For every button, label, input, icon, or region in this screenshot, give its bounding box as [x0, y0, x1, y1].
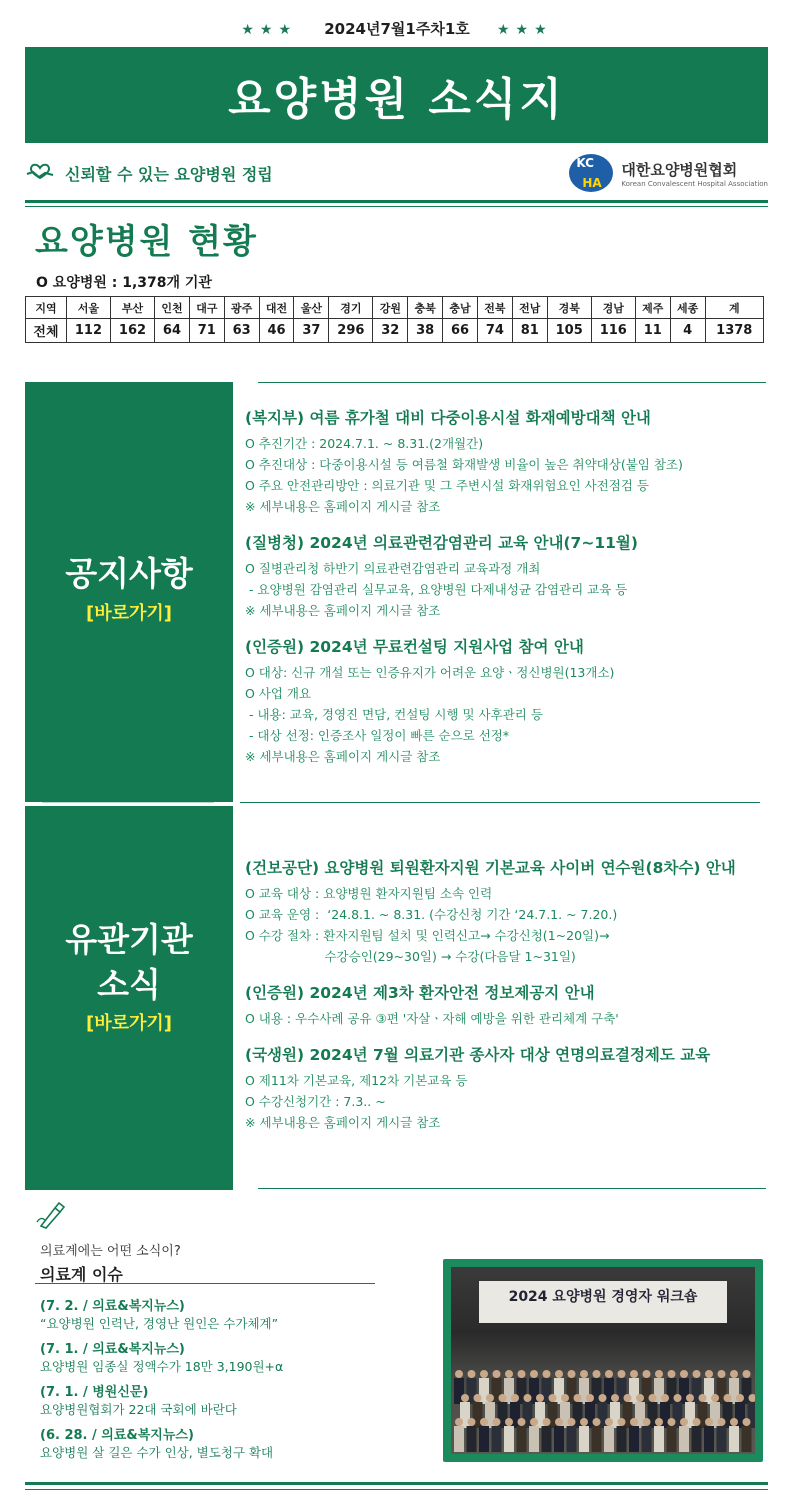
issue-number: 2024년7월1주차1호 — [324, 20, 470, 38]
slogan-text: 신뢰할 수 있는 요양병원 정립 — [65, 164, 273, 184]
news-detail-line: O 질병관리청 하반기 의료관련감염관리 교육과정 개최 — [245, 561, 541, 576]
person-body — [492, 1426, 502, 1452]
person-head — [530, 1370, 538, 1378]
agency-link[interactable]: [바로가기] — [85, 1013, 172, 1035]
person-head — [705, 1418, 713, 1426]
news-detail-line: O 수강신청기간 : 7.3.. ~ — [245, 1094, 386, 1109]
issue-list — [40, 1298, 420, 1470]
table-header-cell: 제주 — [635, 297, 670, 319]
news-detail-line: - 요양병원 감염관리 실무교육, 요양병원 다제내성균 감염관리 교육 등 — [245, 582, 628, 597]
person-head — [530, 1418, 538, 1426]
table-cell: 112 — [66, 319, 110, 343]
association-name: 대한요양병원협회 — [621, 160, 738, 179]
stars-left: ★★★ — [241, 22, 297, 38]
section-divider-right — [240, 802, 760, 803]
person-body — [717, 1426, 727, 1452]
issue-source: (6. 28. / 의료&복지뉴스) — [40, 1428, 194, 1443]
table-header-cell: 부산 — [110, 297, 154, 319]
news-item — [245, 531, 775, 621]
person-head — [630, 1418, 638, 1426]
person-head — [743, 1370, 751, 1378]
title-banner — [25, 47, 768, 143]
person-head — [468, 1370, 476, 1378]
footer-rule — [25, 1482, 768, 1485]
news-detail-line: ※ 세부내용은 홈페이지 게시글 참조 — [245, 1115, 441, 1130]
person-body — [729, 1426, 739, 1452]
issue-source: (7. 1. / 병원신문) — [40, 1385, 149, 1400]
person-body — [517, 1426, 527, 1452]
photo-frame — [443, 1259, 763, 1462]
person-head — [580, 1370, 588, 1378]
person-head — [455, 1370, 463, 1378]
news-detail-line: ※ 세부내용은 홈페이지 게시글 참조 — [245, 749, 441, 764]
news-headline[interactable]: (인증원) 2024년 제3차 환자안전 정보제공지 안내 — [245, 984, 595, 1002]
person-head — [568, 1370, 576, 1378]
person-head — [593, 1418, 601, 1426]
person-head — [630, 1370, 638, 1378]
list-item[interactable] — [40, 1298, 420, 1332]
person-head — [693, 1370, 701, 1378]
table-cell: 63 — [224, 319, 259, 343]
news-detail-line: ※ 세부내용은 홈페이지 게시글 참조 — [245, 603, 441, 618]
hospital-total: O 요양병원 : 1,378개 기관 — [36, 275, 212, 291]
news-detail-line: - 내용: 교육, 경영진 면담, 컨설팅 시행 및 사후관리 등 — [245, 707, 543, 722]
news-detail-line: O 사업 개요 — [245, 686, 312, 701]
news-detail-line: O 교육 운영 : ‘24.8.1. ~ 8.31. (수강신청 기간 ‘24.7.1. ~ 7.20.) — [245, 907, 618, 922]
person-head — [711, 1394, 719, 1402]
agency-list — [245, 856, 775, 1147]
person-head — [499, 1394, 507, 1402]
association-logo — [569, 154, 768, 192]
table-cell: 4 — [670, 319, 705, 343]
table-cell: 71 — [189, 319, 224, 343]
news-item — [245, 406, 775, 517]
person-body — [479, 1426, 489, 1452]
person-head — [655, 1418, 663, 1426]
logo-text — [621, 159, 768, 188]
table-header-cell: 경남 — [591, 297, 635, 319]
table-header-cell: 계 — [705, 297, 763, 319]
person-head — [605, 1370, 613, 1378]
table-header-cell: 대전 — [259, 297, 294, 319]
person-body — [504, 1426, 514, 1452]
person-head — [661, 1394, 669, 1402]
person-head — [555, 1370, 563, 1378]
person-body — [579, 1426, 589, 1452]
person-head — [574, 1394, 582, 1402]
issue-line — [0, 18, 794, 39]
table-header-cell: 전북 — [477, 297, 512, 319]
slogan-row — [25, 150, 768, 196]
table-cell: 38 — [408, 319, 443, 343]
person-head — [611, 1394, 619, 1402]
person-head — [649, 1394, 657, 1402]
table-cell: 296 — [329, 319, 373, 343]
person-head — [518, 1418, 526, 1426]
table-cell: 46 — [259, 319, 294, 343]
table-cell: 66 — [443, 319, 478, 343]
news-detail-line: O 내용 : 우수사례 공유 ③편 '자살ㆍ자해 예방을 위한 관리체계 구축' — [245, 1011, 619, 1026]
table-cell: 37 — [294, 319, 329, 343]
logo-mark-top: KC — [576, 156, 594, 170]
person-head — [605, 1418, 613, 1426]
person-head — [680, 1418, 688, 1426]
table-header-cell: 울산 — [294, 297, 329, 319]
notice-list — [245, 406, 775, 781]
list-item[interactable] — [40, 1384, 420, 1418]
person-head — [543, 1370, 551, 1378]
person-head — [730, 1370, 738, 1378]
person-head — [493, 1370, 501, 1378]
news-detail-line: O 주요 안전관리방안 : 의료기관 및 그 주변시설 화재위험요인 사전점검 등 — [245, 478, 649, 493]
notice-sidebar — [25, 382, 233, 802]
person-head — [461, 1394, 469, 1402]
notice-link[interactable]: [바로가기] — [85, 602, 172, 624]
person-head — [474, 1394, 482, 1402]
table-cell: 1378 — [705, 319, 763, 343]
person-head — [674, 1394, 682, 1402]
agency-bottom-rule — [258, 1188, 766, 1189]
person-head — [643, 1418, 651, 1426]
news-detail-line: - 대상 선정: 인증조사 일정이 빠른 순으로 선정* — [245, 728, 510, 743]
association-name-en: Korean Convalescent Hospital Association — [621, 179, 768, 188]
issue-title: “요양병원 인력난, 경영난 원인은 수가체계” — [40, 1316, 279, 1331]
photo-banner — [479, 1281, 727, 1323]
person-head — [549, 1394, 557, 1402]
slogan — [25, 162, 273, 185]
issue-title: 요양병원 살 길은 수가 인상, 별도청구 확대 — [40, 1445, 274, 1460]
person-head — [561, 1394, 569, 1402]
person-body — [467, 1426, 477, 1452]
table-header-cell: 세종 — [670, 297, 705, 319]
issue-source: (7. 1. / 의료&복지뉴스) — [40, 1342, 185, 1357]
notice-top-rule — [258, 382, 766, 383]
news-headline[interactable]: (복지부) 여름 휴가철 대비 다중이용시설 화재예방대책 안내 — [245, 409, 651, 427]
section-divider — [42, 802, 214, 803]
person-head — [705, 1370, 713, 1378]
person-head — [543, 1418, 551, 1426]
person-body — [567, 1426, 577, 1452]
person-body — [604, 1426, 614, 1452]
table-header-cell: 지역 — [26, 297, 67, 319]
person-head — [699, 1394, 707, 1402]
person-head — [730, 1418, 738, 1426]
person-head — [586, 1394, 594, 1402]
issue-source: (7. 2. / 의료&복지뉴스) — [40, 1299, 185, 1314]
person-head — [724, 1394, 732, 1402]
person-body — [542, 1426, 552, 1452]
newsletter-title: 요양병원 소식지 — [228, 74, 565, 125]
table-header-cell: 광주 — [224, 297, 259, 319]
person-head — [599, 1394, 607, 1402]
person-body — [554, 1426, 564, 1452]
table-header-row — [26, 297, 764, 319]
person-head — [555, 1418, 563, 1426]
table-row — [26, 319, 764, 343]
person-head — [693, 1418, 701, 1426]
table-header-cell: 경북 — [547, 297, 591, 319]
person-head — [624, 1394, 632, 1402]
table-cell: 116 — [591, 319, 635, 343]
logo-mark-bottom: HA — [582, 176, 602, 190]
table-cell: 74 — [477, 319, 512, 343]
stars-right: ★★★ — [496, 22, 553, 38]
kcha-logo-icon — [569, 154, 613, 192]
person-head — [668, 1370, 676, 1378]
bottom-title: 의료계 이슈 — [40, 1265, 123, 1284]
news-item — [245, 856, 775, 967]
person-head — [655, 1370, 663, 1378]
person-body — [654, 1426, 664, 1452]
news-item — [245, 1043, 775, 1133]
news-headline[interactable]: (인증원) 2024년 무료컨설팅 지원사업 참여 안내 — [245, 638, 584, 656]
person-head — [505, 1370, 513, 1378]
table-header-cell: 인천 — [155, 297, 190, 319]
table-header-cell: 경기 — [329, 297, 373, 319]
table-cell: 전체 — [26, 319, 67, 343]
person-head — [505, 1418, 513, 1426]
person-head — [593, 1370, 601, 1378]
handshake-heart-icon — [25, 162, 55, 184]
person-body — [692, 1426, 702, 1452]
table-header-cell: 충남 — [443, 297, 478, 319]
notice-label: 공지사항 — [65, 554, 193, 593]
table-cell: 162 — [110, 319, 154, 343]
news-detail-line: O 제11차 기본교육, 제12차 기본교육 등 — [245, 1073, 468, 1088]
person-body — [454, 1426, 464, 1452]
person-head — [643, 1370, 651, 1378]
person-head — [618, 1370, 626, 1378]
person-body — [642, 1426, 652, 1452]
news-item — [245, 635, 775, 767]
table-header-cell: 충북 — [408, 297, 443, 319]
person-head — [718, 1418, 726, 1426]
table-cell: 11 — [635, 319, 670, 343]
person-head — [680, 1370, 688, 1378]
issue-title: 요양병원 임종실 정액수가 18만 3,190원+α — [40, 1359, 284, 1374]
news-detail-line: O 추진기간 : 2024.7.1. ~ 8.31.(2개월간) — [245, 436, 484, 451]
person-body — [742, 1426, 752, 1452]
news-headline[interactable]: (질병청) 2024년 의료관련감염관리 교육 안내(7~11월) — [245, 534, 638, 552]
news-headline[interactable]: (국생원) 2024년 7월 의료기관 종사자 대상 연명의료결정제도 교육 — [245, 1046, 711, 1064]
footer-rule-thin — [25, 1489, 768, 1490]
news-detail-line: ※ 세부내용은 홈페이지 게시글 참조 — [245, 499, 441, 514]
news-detail-line: 수강승인(29~30일) → 수강(다음달 1~31일) — [245, 949, 576, 964]
region-stats-table — [25, 296, 764, 343]
person-body — [529, 1426, 539, 1452]
person-head — [743, 1418, 751, 1426]
person-body — [592, 1426, 602, 1452]
person-head — [486, 1394, 494, 1402]
person-head — [668, 1418, 676, 1426]
table-cell: 32 — [373, 319, 408, 343]
person-body — [679, 1426, 689, 1452]
group-photo-crowd — [451, 1344, 755, 1454]
person-head — [480, 1418, 488, 1426]
news-detail-line: O 수강 절차 : 환자지원팀 설치 및 인력신고→ 수강신청(1~20일)→ — [245, 928, 610, 943]
agency-label-1: 유관기관 — [65, 920, 193, 959]
list-item[interactable] — [40, 1427, 420, 1461]
person-head — [468, 1418, 476, 1426]
news-headline[interactable]: (건보공단) 요양병원 퇴원환자지원 기본교육 사이버 연수원(8차수) 안내 — [245, 859, 736, 877]
status-title: 요양병원 현황 — [35, 222, 258, 262]
issue-title: 요양병원협회가 22대 국회에 바란다 — [40, 1402, 237, 1417]
person-head — [455, 1418, 463, 1426]
person-body — [704, 1426, 714, 1452]
person-head — [736, 1394, 744, 1402]
agency-sidebar — [25, 806, 233, 1190]
news-detail-line: O 교육 대상 : 요양병원 환자지원팀 소속 인력 — [245, 886, 493, 901]
header-divider — [25, 200, 768, 203]
news-detail-line: O 추진대상 : 다중이용시설 등 여름철 화재발생 비율이 높은 취약대상(붙임 참조) — [245, 457, 683, 472]
person-head — [524, 1394, 532, 1402]
table-cell: 64 — [155, 319, 190, 343]
person-body — [617, 1426, 627, 1452]
person-body — [667, 1426, 677, 1452]
person-head — [493, 1418, 501, 1426]
news-item — [245, 981, 775, 1029]
table-header-cell: 서울 — [66, 297, 110, 319]
person-head — [618, 1418, 626, 1426]
person-head — [480, 1370, 488, 1378]
workshop-photo — [451, 1267, 755, 1454]
news-detail-line: O 대상: 신규 개설 또는 인증유지가 어려운 요양ㆍ정신병원(13개소) — [245, 665, 615, 680]
bottom-title-rule — [35, 1283, 375, 1284]
agency-label-2: 소식 — [97, 964, 161, 1004]
person-head — [636, 1394, 644, 1402]
person-head — [568, 1418, 576, 1426]
table-cell: 105 — [547, 319, 591, 343]
person-head — [686, 1394, 694, 1402]
person-body — [629, 1426, 639, 1452]
person-head — [718, 1370, 726, 1378]
person-head — [511, 1394, 519, 1402]
photo-banner-text: 2024 요양병원 경영자 워크숍 — [508, 1289, 698, 1305]
table-header-cell: 대구 — [189, 297, 224, 319]
table-header-cell: 강원 — [373, 297, 408, 319]
person-head — [580, 1418, 588, 1426]
table-header-cell: 전남 — [512, 297, 547, 319]
pen-icon — [35, 1200, 69, 1230]
header-divider-thin — [25, 206, 768, 207]
bottom-kicker: 의료계에는 어떤 소식이? — [40, 1244, 181, 1259]
person-head — [536, 1394, 544, 1402]
person-head — [518, 1370, 526, 1378]
table-cell: 81 — [512, 319, 547, 343]
list-item[interactable] — [40, 1341, 420, 1375]
